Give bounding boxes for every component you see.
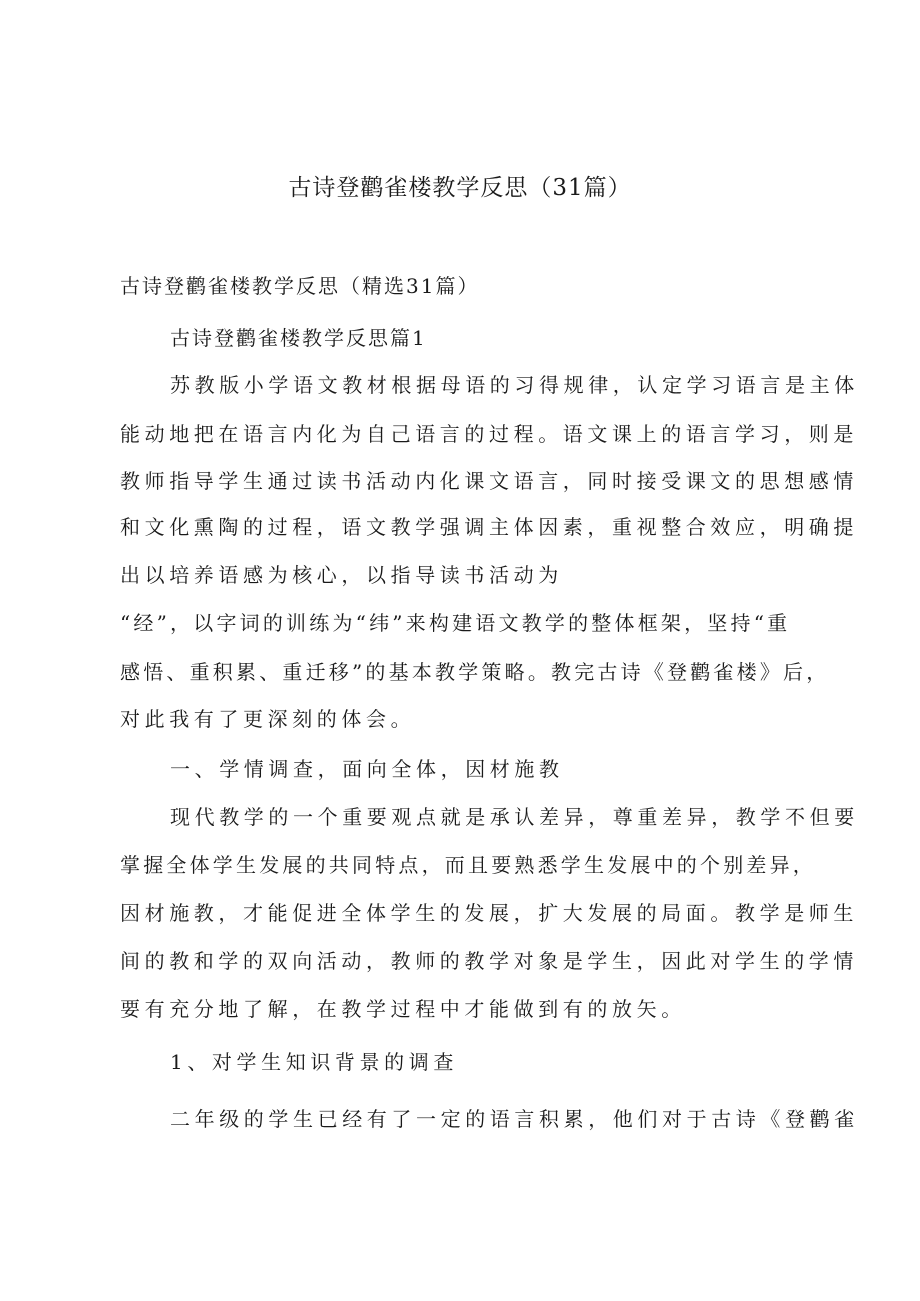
paragraph-line: 间的教和学的双向活动，教师的教学对象是学生，因此对学生的学情 (120, 949, 858, 973)
paragraph-line: 教师指导学生通过读书活动内化课文语言，同时接受课文的思想感情 (120, 469, 858, 493)
document-subtitle: 古诗登鹳雀楼教学反思（精选31篇） (120, 274, 480, 298)
paragraph-line: “经”，以字词的训练为“纬”来构建语文教学的整体框架，坚持“重 (120, 611, 791, 635)
paragraph-line: 现代教学的一个重要观点就是承认差异，尊重差异，教学不但要 (170, 805, 859, 829)
paragraph-line: 感悟、重积累、重迁移”的基本教学策略。教完古诗《登鹳雀楼》后， (120, 660, 830, 684)
subsection-heading: 一、学情调查，面向全体，因材施教 (170, 757, 564, 781)
paragraph-line: 对此我有了更深刻的体会。 (120, 707, 416, 731)
paragraph-line: 二年级的学生已经有了一定的语言积累，他们对于古诗《登鹳雀 (170, 1107, 859, 1131)
paragraph-line: 苏教版小学语文教材根据母语的习得规律，认定学习语言是主体 (170, 373, 859, 397)
document-title: 古诗登鹳雀楼教学反思（31篇） (288, 175, 632, 201)
paragraph-line: 因材施教，才能促进全体学生的发展，扩大发展的局面。教学是师生 (120, 901, 858, 925)
paragraph-line: 能动地把在语言内化为自己语言的过程。语文课上的语言学习，则是 (120, 422, 858, 446)
paragraph-line: 要有充分地了解，在教学过程中才能做到有的放矢。 (120, 997, 686, 1021)
section-heading: 古诗登鹳雀楼教学反思篇1 (170, 326, 427, 350)
paragraph-line: 和文化熏陶的过程，语文教学强调主体因素，重视整合效应，明确提 (120, 515, 858, 539)
subsection-heading: 1、对学生知识背景的调查 (170, 1050, 458, 1074)
paragraph-line: 出以培养语感为核心，以指导读书活动为 (120, 563, 563, 587)
paragraph-line: 掌握全体学生发展的共同特点，而且要熟悉学生发展中的个别差异， (120, 853, 816, 877)
